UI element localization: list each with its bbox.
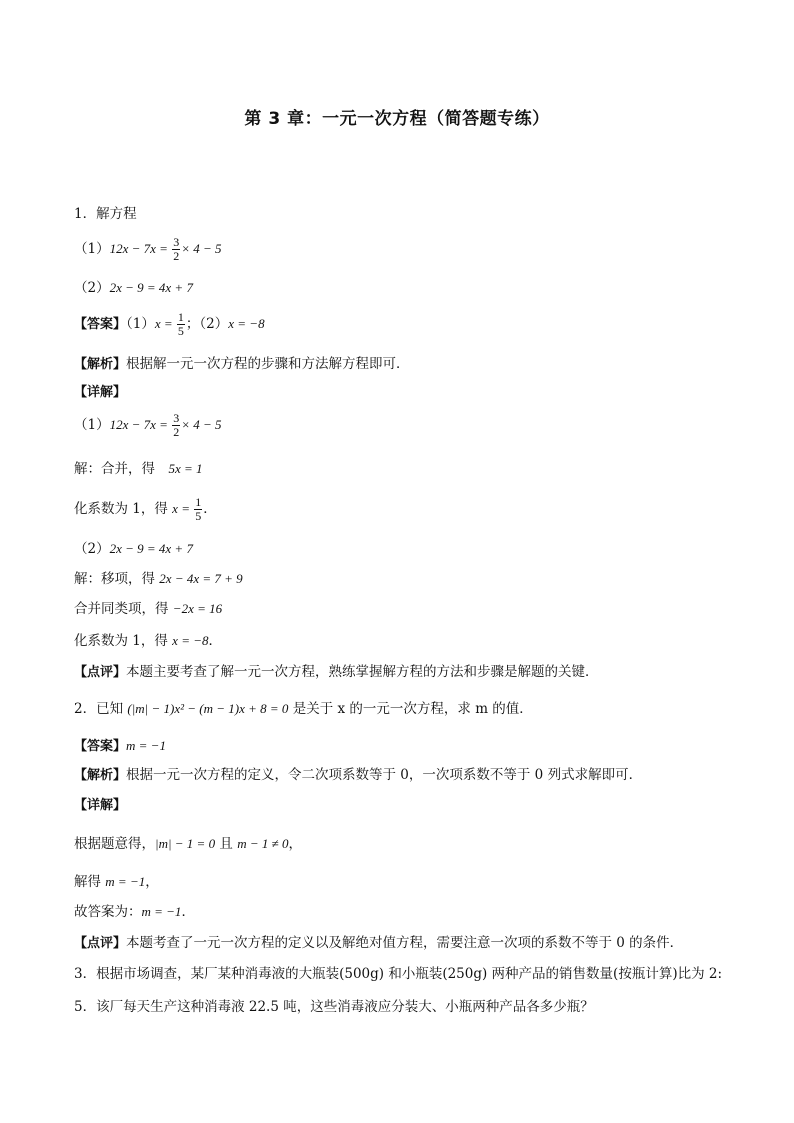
fraction: $\frac{3}{2}$ [173, 411, 180, 439]
question-1-stem: 1．解方程 [74, 206, 137, 222]
question-3-stem-continued: 5．该厂每天生产这种消毒液 22.5 吨，这些消毒液应分装大、小瓶两种产品各多少瓶？ [74, 999, 594, 1015]
solution-step: 化系数为 1，得 x = −8． [74, 633, 222, 649]
page-title: 第 3 章：一元一次方程（简答题专练） [244, 109, 550, 129]
answer-2: 【答案】m = −1 [74, 738, 166, 754]
solution-step: 根据题意得，|m| − 1 = 0 且 m − 1 ≠ 0， [74, 836, 302, 852]
solution-step: 解得 m = −1， [74, 874, 159, 890]
fraction: $\frac{1}{5}$ [177, 310, 184, 338]
detail-heading-1: 【详解】 [74, 385, 127, 400]
solution-step: 化系数为 1，得 x = $\frac{1}{5}$ ． [74, 495, 217, 523]
detail-1-part-1: （1）12x − 7x = $\frac{3}{2}$ × 4 − 5 [74, 411, 222, 439]
question-3-stem: 3．根据市场调查，某厂某种消毒液的大瓶装(500g) 和小瓶装(250g) 两种产品的销售数量(按瓶计算)比为 2: [74, 966, 723, 982]
analysis-1: 【解析】根据解一元一次方程的步骤和方法解方程即可． [74, 356, 410, 372]
solution-step: 解：合并，得 5x = 1 [74, 461, 203, 477]
fraction: $\frac{1}{5}$ [195, 495, 202, 523]
solution-step: 合并同类项，得 −2x = 16 [74, 601, 223, 617]
solution-step: 解：移项，得 2x − 4x = 7 + 9 [74, 571, 243, 587]
detail-1-part-2: （2）2x − 9 = 4x + 7 [74, 541, 193, 557]
final-answer: 故答案为：m = −1． [74, 904, 195, 920]
comment-1: 【点评】本题主要考查了解一元一次方程，熟练掌握解方程的方法和步骤是解题的关键． [74, 664, 599, 680]
answer-1: 【答案】（1）x = $\frac{1}{5}$ ；（2）x = −8 [74, 310, 265, 338]
comment-2: 【点评】本题考查了一元一次方程的定义以及解绝对值方程，需要注意一次项的系数不等于 0 的条件． [74, 935, 684, 951]
question-1-part-2: （2）2x − 9 = 4x + 7 [74, 280, 193, 296]
analysis-2: 【解析】根据一元一次方程的定义，令二次项系数等于 0，一次项系数不等于 0 列式求解即可． [74, 767, 643, 783]
detail-heading-2: 【详解】 [74, 798, 127, 813]
question-2-stem: 2．已知 (|m| − 1)x² − (m − 1)x + 8 = 0 是关于 x 的一元一次方程，求 m 的值． [74, 701, 533, 717]
question-1-part-1: （1）12x − 7x = $\frac{3}{2}$ × 4 − 5 [74, 235, 222, 263]
fraction: $\frac{3}{2}$ [173, 235, 180, 263]
